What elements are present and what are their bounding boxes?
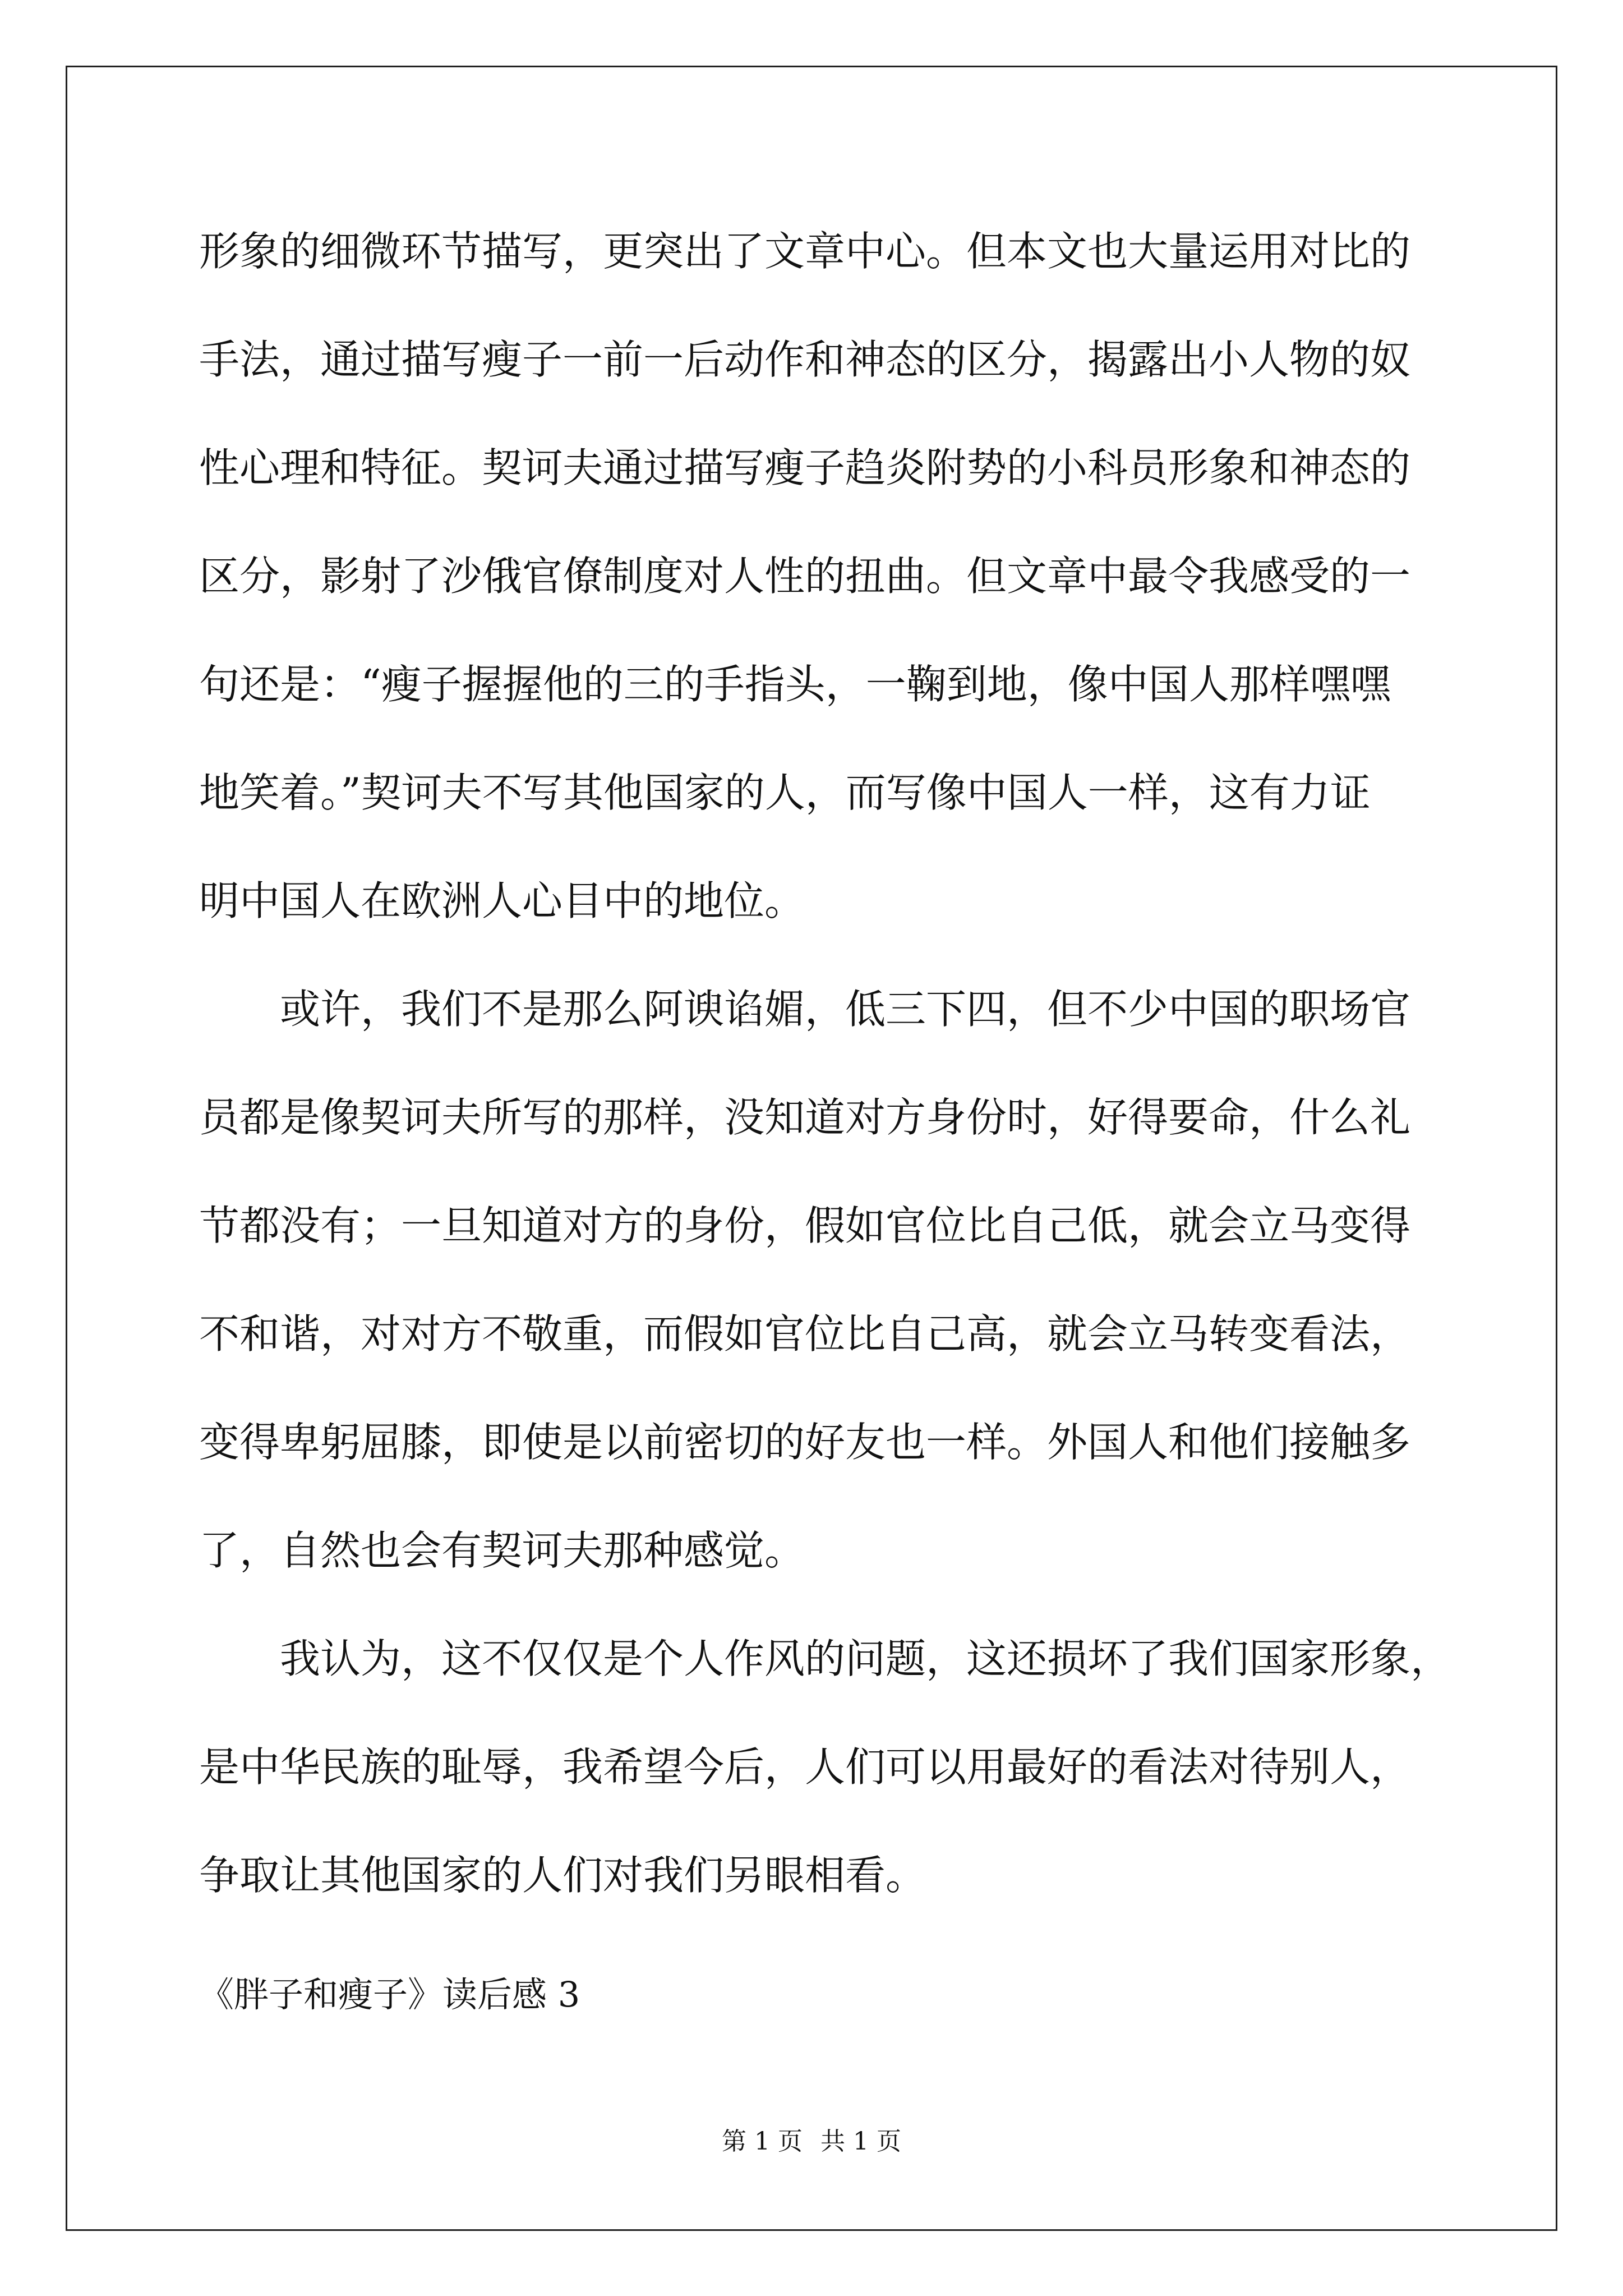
paragraph-line: 手法，通过描写瘦子一前一后动作和神态的区分，揭露出小人物的奴 <box>199 336 1411 383</box>
paragraph-line: 或许，我们不是那么阿谀谄媚，低三下四，但不少中国的职场官 <box>280 986 1411 1033</box>
page-number: 第 1 页 <box>722 2127 803 2156</box>
paragraph-line: 性心理和特征。契诃夫通过描写瘦子趋炎附势的小科员形象和神态的 <box>199 444 1411 491</box>
paragraph-line: 是中华民族的耻辱，我希望今后，人们可以用最好的看法对待别人， <box>199 1743 1411 1791</box>
paragraph-line: 形象的细微环节描写，更突出了文章中心。但本文也大量运用对比的 <box>199 228 1411 275</box>
document-body <box>199 218 1451 2069</box>
section-heading: 《胖子和瘦子》读后感 3 <box>199 1974 580 2015</box>
paragraph-line: 地笑着。”契诃夫不写其他国家的人，而写像中国人一样，这有力证 <box>199 769 1371 816</box>
paragraph-line: 我认为，这不仅仅是个人作风的问题，这还损坏了我们国家形象， <box>280 1635 1451 1682</box>
paragraph-line: 区分，影射了沙俄官僚制度对人性的扭曲。但文章中最令我感受的一 <box>199 553 1411 600</box>
paragraph-line: 变得卑躬屈膝，即使是以前密切的好友也一样。外国人和他们接触多 <box>199 1419 1411 1466</box>
paragraph-line: 不和谐，对对方不敬重，而假如官位比自己高，就会立马转变看法， <box>199 1310 1411 1358</box>
paragraph-line: 句还是：“瘦子握握他的三的手指头，一鞠到地，像中国人那样嘿嘿 <box>199 661 1391 708</box>
page-total: 共 1 页 <box>820 2127 901 2156</box>
paragraph-line: 员都是像契诃夫所写的那样，没知道对方身份时，好得要命，什么礼 <box>199 1094 1411 1141</box>
paragraph-line: 节都没有；一旦知道对方的身份，假如官位比自己低，就会立马变得 <box>199 1202 1411 1249</box>
paragraph-line: 了，自然也会有契诃夫那种感觉。 <box>199 1527 805 1574</box>
paragraph-line: 争取让其他国家的人们对我们另眼相看。 <box>199 1852 926 1899</box>
paragraph-line: 明中国人在欧洲人心目中的地位。 <box>199 877 805 924</box>
page-footer <box>0 2125 1623 2159</box>
